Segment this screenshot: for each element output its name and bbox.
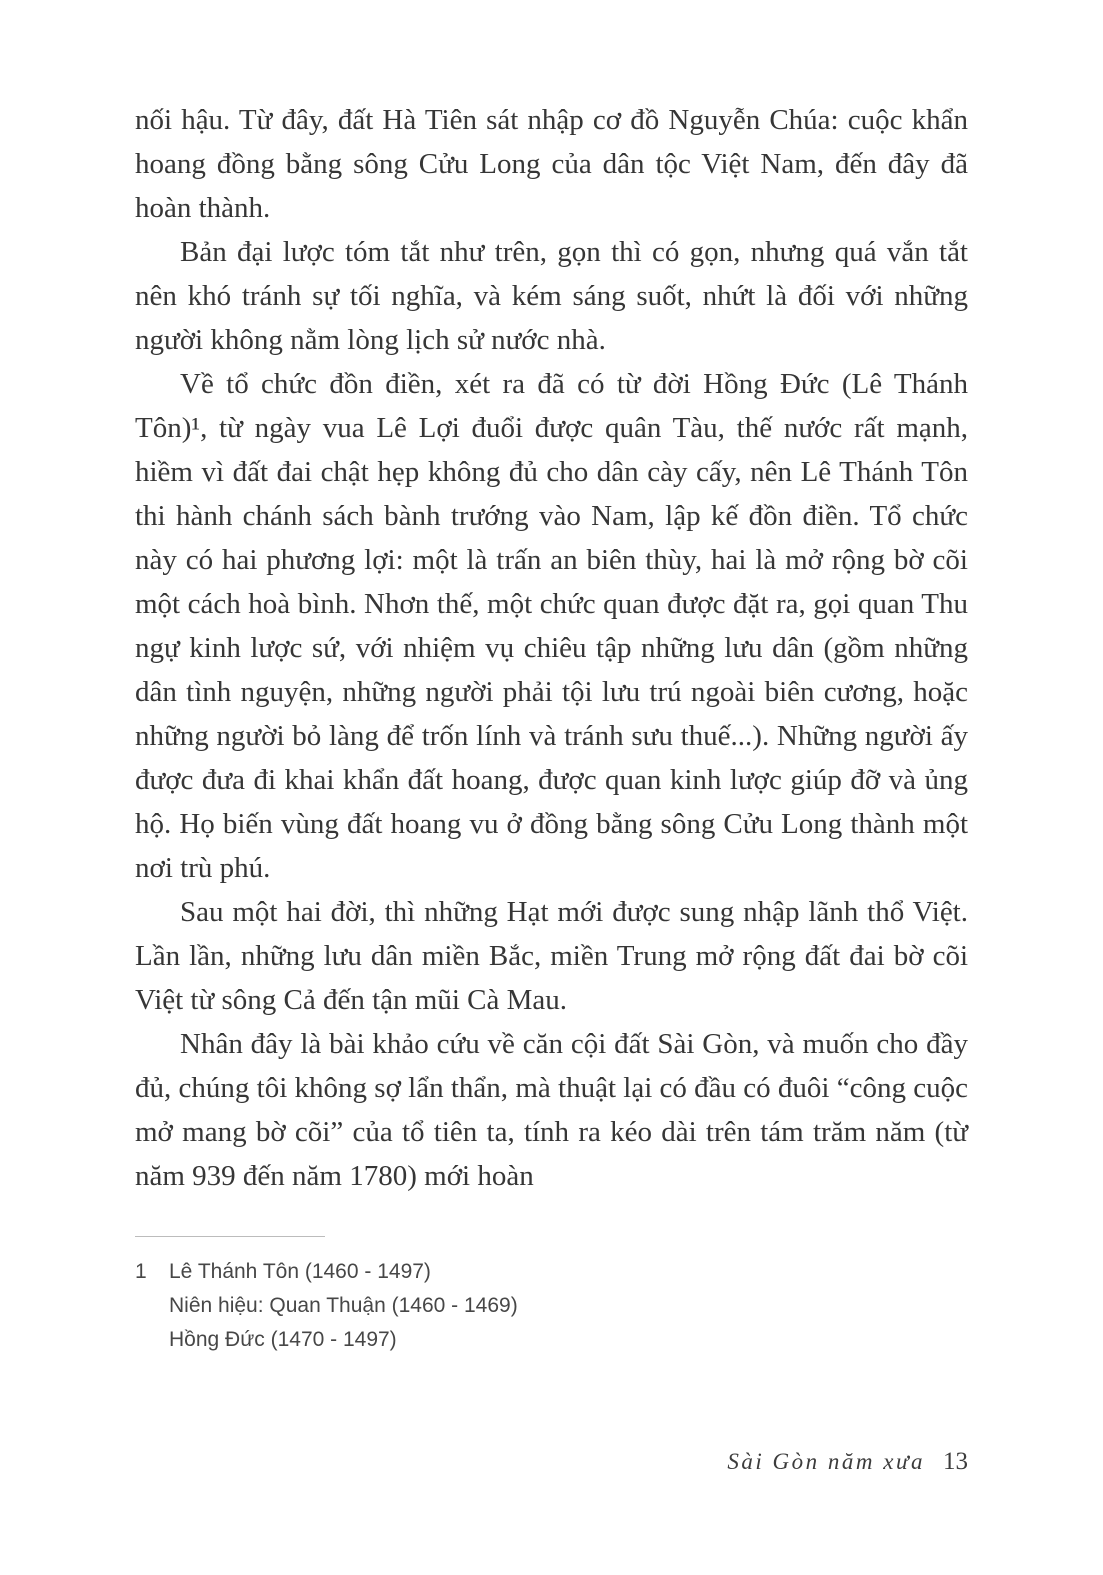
- footnote-line: Niên hiệu: Quan Thuận (1460 - 1469): [169, 1294, 518, 1317]
- footnote-divider: [135, 1236, 325, 1237]
- footnote-line: Lê Thánh Tôn (1460 - 1497): [169, 1260, 431, 1283]
- paragraph: Nhân đây là bài khảo cứu về căn cội đất Sài Gòn, và muốn cho đầy đủ, chúng tôi không sợ lẩn thẩn, mà thuật lại có đầu có đuôi “công cuộc mở mang bờ cõi” của tổ tiên ta, tính ra kéo dài trên tám trăm năm (từ năm 939 đến năm 1780) mới hoàn: [135, 1028, 968, 1192]
- book-title: Sài Gòn năm xưa: [727, 1449, 925, 1474]
- footnote-number: 1: [135, 1260, 147, 1283]
- paragraph: Về tổ chức đồn điền, xét ra đã có từ đời Hồng Đức (Lê Thánh Tôn)¹, từ ngày vua Lê Lợi đuổi được quân Tàu, thế nước rất mạnh, hiềm vì đất đai chật hẹp không đủ cho dân cày cấy, nên Lê Thánh Tôn thi hành chánh sách bành trướng vào Nam, lập kế đồn điền. Tổ chức này có hai phương lợi: một là trấn an biên thùy, hai là mở rộng bờ cõi một cách hoà bình. Nhơn thế, một chức quan được đặt ra, gọi quan Thu ngự kinh lược sứ, với nhiệm vụ chiêu tập những lưu dân (gồm những dân tình nguyện, những người phải tội lưu trú ngoài biên cương, hoặc những người bỏ làng để trốn lính và tránh sưu thuế...). Những người ấy được đưa đi khai khẩn đất hoang, được quan kinh lược giúp đỡ và ủng hộ. Họ biến vùng đất hoang vu ở đồng bằng sông Cửu Long thành một nơi trù phú.: [135, 368, 968, 884]
- page-number: 13: [943, 1448, 968, 1475]
- footnote-line: Hồng Đức (1470 - 1497): [169, 1328, 397, 1351]
- footnote-text: [169, 1255, 968, 1357]
- page-footer: [727, 1448, 968, 1476]
- footnote-section: [135, 1236, 968, 1357]
- paragraph: Sau một hai đời, thì những Hạt mới được sung nhập lãnh thổ Việt. Lần lần, những lưu dân miền Bắc, miền Trung mở rộng đất đai bờ cõi Việt từ sông Cả đến tận mũi Cà Mau.: [135, 896, 968, 1016]
- footnote: [135, 1255, 968, 1357]
- paragraph: Bản đại lược tóm tắt như trên, gọn thì có gọn, nhưng quá vắn tắt nên khó tránh sự tối nghĩa, và kém sáng suốt, nhứt là đối với những người không nằm lòng lịch sử nước nhà.: [135, 236, 968, 356]
- paragraph: nối hậu. Từ đây, đất Hà Tiên sát nhập cơ đồ Nguyễn Chúa: cuộc khẩn hoang đồng bằng sông Cửu Long của dân tộc Việt Nam, đến đây đã hoàn thành.: [135, 104, 968, 224]
- body-text: [135, 98, 968, 1198]
